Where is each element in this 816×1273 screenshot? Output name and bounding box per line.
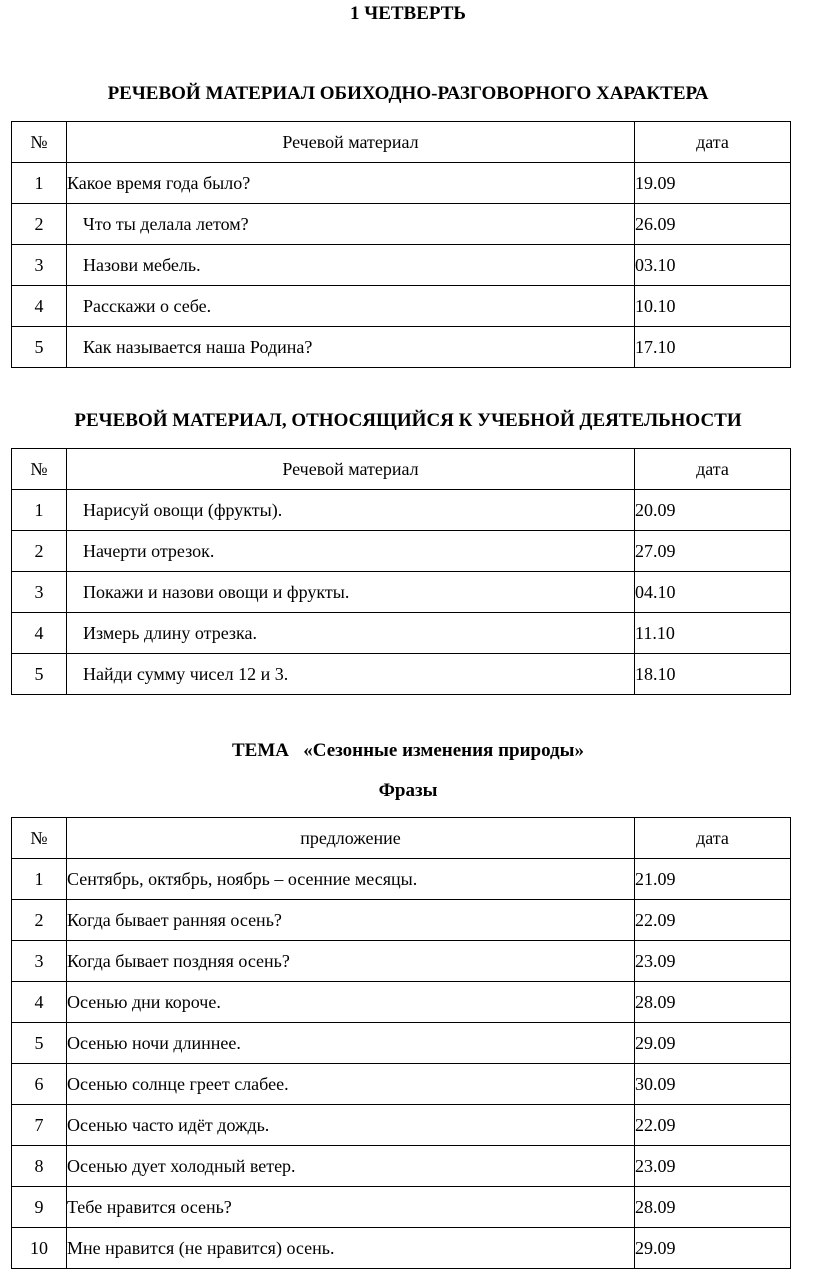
row-text: Осенью дует холодный ветер. xyxy=(67,1146,635,1187)
row-num: 3 xyxy=(12,245,67,286)
row-date: 27.09 xyxy=(635,531,791,572)
header-date: дата xyxy=(635,122,791,163)
table-row xyxy=(12,1228,791,1269)
header-date: дата xyxy=(635,818,791,859)
row-date: 29.09 xyxy=(635,1228,791,1269)
header-num: № xyxy=(12,122,67,163)
table-row xyxy=(12,900,791,941)
row-date: 11.10 xyxy=(635,613,791,654)
header-text: Речевой материал xyxy=(67,122,635,163)
row-text: Расскажи о себе. xyxy=(67,286,635,327)
row-text: Сентябрь, октябрь, ноябрь – осенние месяцы. xyxy=(67,859,635,900)
table-header-row xyxy=(12,818,791,859)
header-num: № xyxy=(12,449,67,490)
table-row xyxy=(12,941,791,982)
row-text: Нарисуй овощи (фрукты). xyxy=(67,490,635,531)
row-num: 8 xyxy=(12,1146,67,1187)
table-row xyxy=(12,613,791,654)
row-num: 1 xyxy=(12,163,67,204)
row-date: 23.09 xyxy=(635,1146,791,1187)
table-row xyxy=(12,286,791,327)
row-text: Осенью ночи длиннее. xyxy=(67,1023,635,1064)
section3-table xyxy=(11,817,791,1269)
row-num: 4 xyxy=(12,286,67,327)
row-text: Начерти отрезок. xyxy=(67,531,635,572)
row-date: 17.10 xyxy=(635,327,791,368)
row-num: 4 xyxy=(12,982,67,1023)
table-row xyxy=(12,245,791,286)
table-row xyxy=(12,163,791,204)
row-date: 03.10 xyxy=(635,245,791,286)
section3-heading xyxy=(0,740,816,762)
row-date: 28.09 xyxy=(635,982,791,1023)
row-num: 2 xyxy=(12,900,67,941)
row-date: 28.09 xyxy=(635,1187,791,1228)
table-row xyxy=(12,982,791,1023)
row-date: 04.10 xyxy=(635,572,791,613)
row-text: Осенью дни короче. xyxy=(67,982,635,1023)
table-row xyxy=(12,572,791,613)
section2-table xyxy=(11,448,791,695)
table-row xyxy=(12,531,791,572)
table-header-row xyxy=(12,449,791,490)
row-text: Осенью солнце греет слабее. xyxy=(67,1064,635,1105)
row-date: 18.10 xyxy=(635,654,791,695)
table-header-row xyxy=(12,122,791,163)
row-date: 29.09 xyxy=(635,1023,791,1064)
row-text: Что ты делала летом? xyxy=(67,204,635,245)
table-row xyxy=(12,1064,791,1105)
row-num: 10 xyxy=(12,1228,67,1269)
row-date: 21.09 xyxy=(635,859,791,900)
row-text: Найди сумму чисел 12 и 3. xyxy=(67,654,635,695)
row-num: 9 xyxy=(12,1187,67,1228)
row-date: 22.09 xyxy=(635,900,791,941)
row-num: 7 xyxy=(12,1105,67,1146)
table-row xyxy=(12,1023,791,1064)
row-date: 10.10 xyxy=(635,286,791,327)
row-text: Какое время года было? xyxy=(67,163,635,204)
row-date: 20.09 xyxy=(635,490,791,531)
row-date: 22.09 xyxy=(635,1105,791,1146)
row-num: 6 xyxy=(12,1064,67,1105)
header-text: предложение xyxy=(67,818,635,859)
table-row xyxy=(12,490,791,531)
row-num: 3 xyxy=(12,941,67,982)
row-num: 5 xyxy=(12,327,67,368)
row-num: 1 xyxy=(12,859,67,900)
row-date: 23.09 xyxy=(635,941,791,982)
table-row xyxy=(12,654,791,695)
row-num: 3 xyxy=(12,572,67,613)
header-date: дата xyxy=(635,449,791,490)
row-date: 26.09 xyxy=(635,204,791,245)
header-num: № xyxy=(12,818,67,859)
row-num: 5 xyxy=(12,654,67,695)
row-num: 2 xyxy=(12,531,67,572)
section3-heading-text: ТЕМА «Сезонные изменения природы» xyxy=(232,740,584,761)
table-row xyxy=(12,1146,791,1187)
row-text: Назови мебель. xyxy=(67,245,635,286)
section2-heading: РЕЧЕВОЙ МАТЕРИАЛ, ОТНОСЯЩИЙСЯ К УЧЕБНОЙ ДЕЯТЕЛЬНОСТИ xyxy=(74,410,742,431)
row-num: 5 xyxy=(12,1023,67,1064)
row-num: 2 xyxy=(12,204,67,245)
row-text: Как называется наша Родина? xyxy=(67,327,635,368)
row-date: 19.09 xyxy=(635,163,791,204)
table-row xyxy=(12,1105,791,1146)
table-row xyxy=(12,859,791,900)
row-text: Тебе нравится осень? xyxy=(67,1187,635,1228)
row-num: 1 xyxy=(12,490,67,531)
row-text: Когда бывает ранняя осень? xyxy=(67,900,635,941)
table-row xyxy=(12,1187,791,1228)
row-date: 30.09 xyxy=(635,1064,791,1105)
row-text: Измерь длину отрезка. xyxy=(67,613,635,654)
row-num: 4 xyxy=(12,613,67,654)
section1-heading: РЕЧЕВОЙ МАТЕРИАЛ ОБИХОДНО-РАЗГОВОРНОГО ХАРАКТЕРА xyxy=(107,83,709,104)
row-text: Мне нравится (не нравится) осень. xyxy=(67,1228,635,1269)
row-text: Когда бывает поздняя осень? xyxy=(67,941,635,982)
header-text: Речевой материал xyxy=(67,449,635,490)
section1-table xyxy=(11,121,791,368)
table-row xyxy=(12,327,791,368)
page-title: 1 ЧЕТВЕРТЬ xyxy=(350,3,466,24)
row-text: Покажи и назови овощи и фрукты. xyxy=(67,572,635,613)
table-row xyxy=(12,204,791,245)
section3-subheading: Фразы xyxy=(378,780,438,801)
row-text: Осенью часто идёт дождь. xyxy=(67,1105,635,1146)
